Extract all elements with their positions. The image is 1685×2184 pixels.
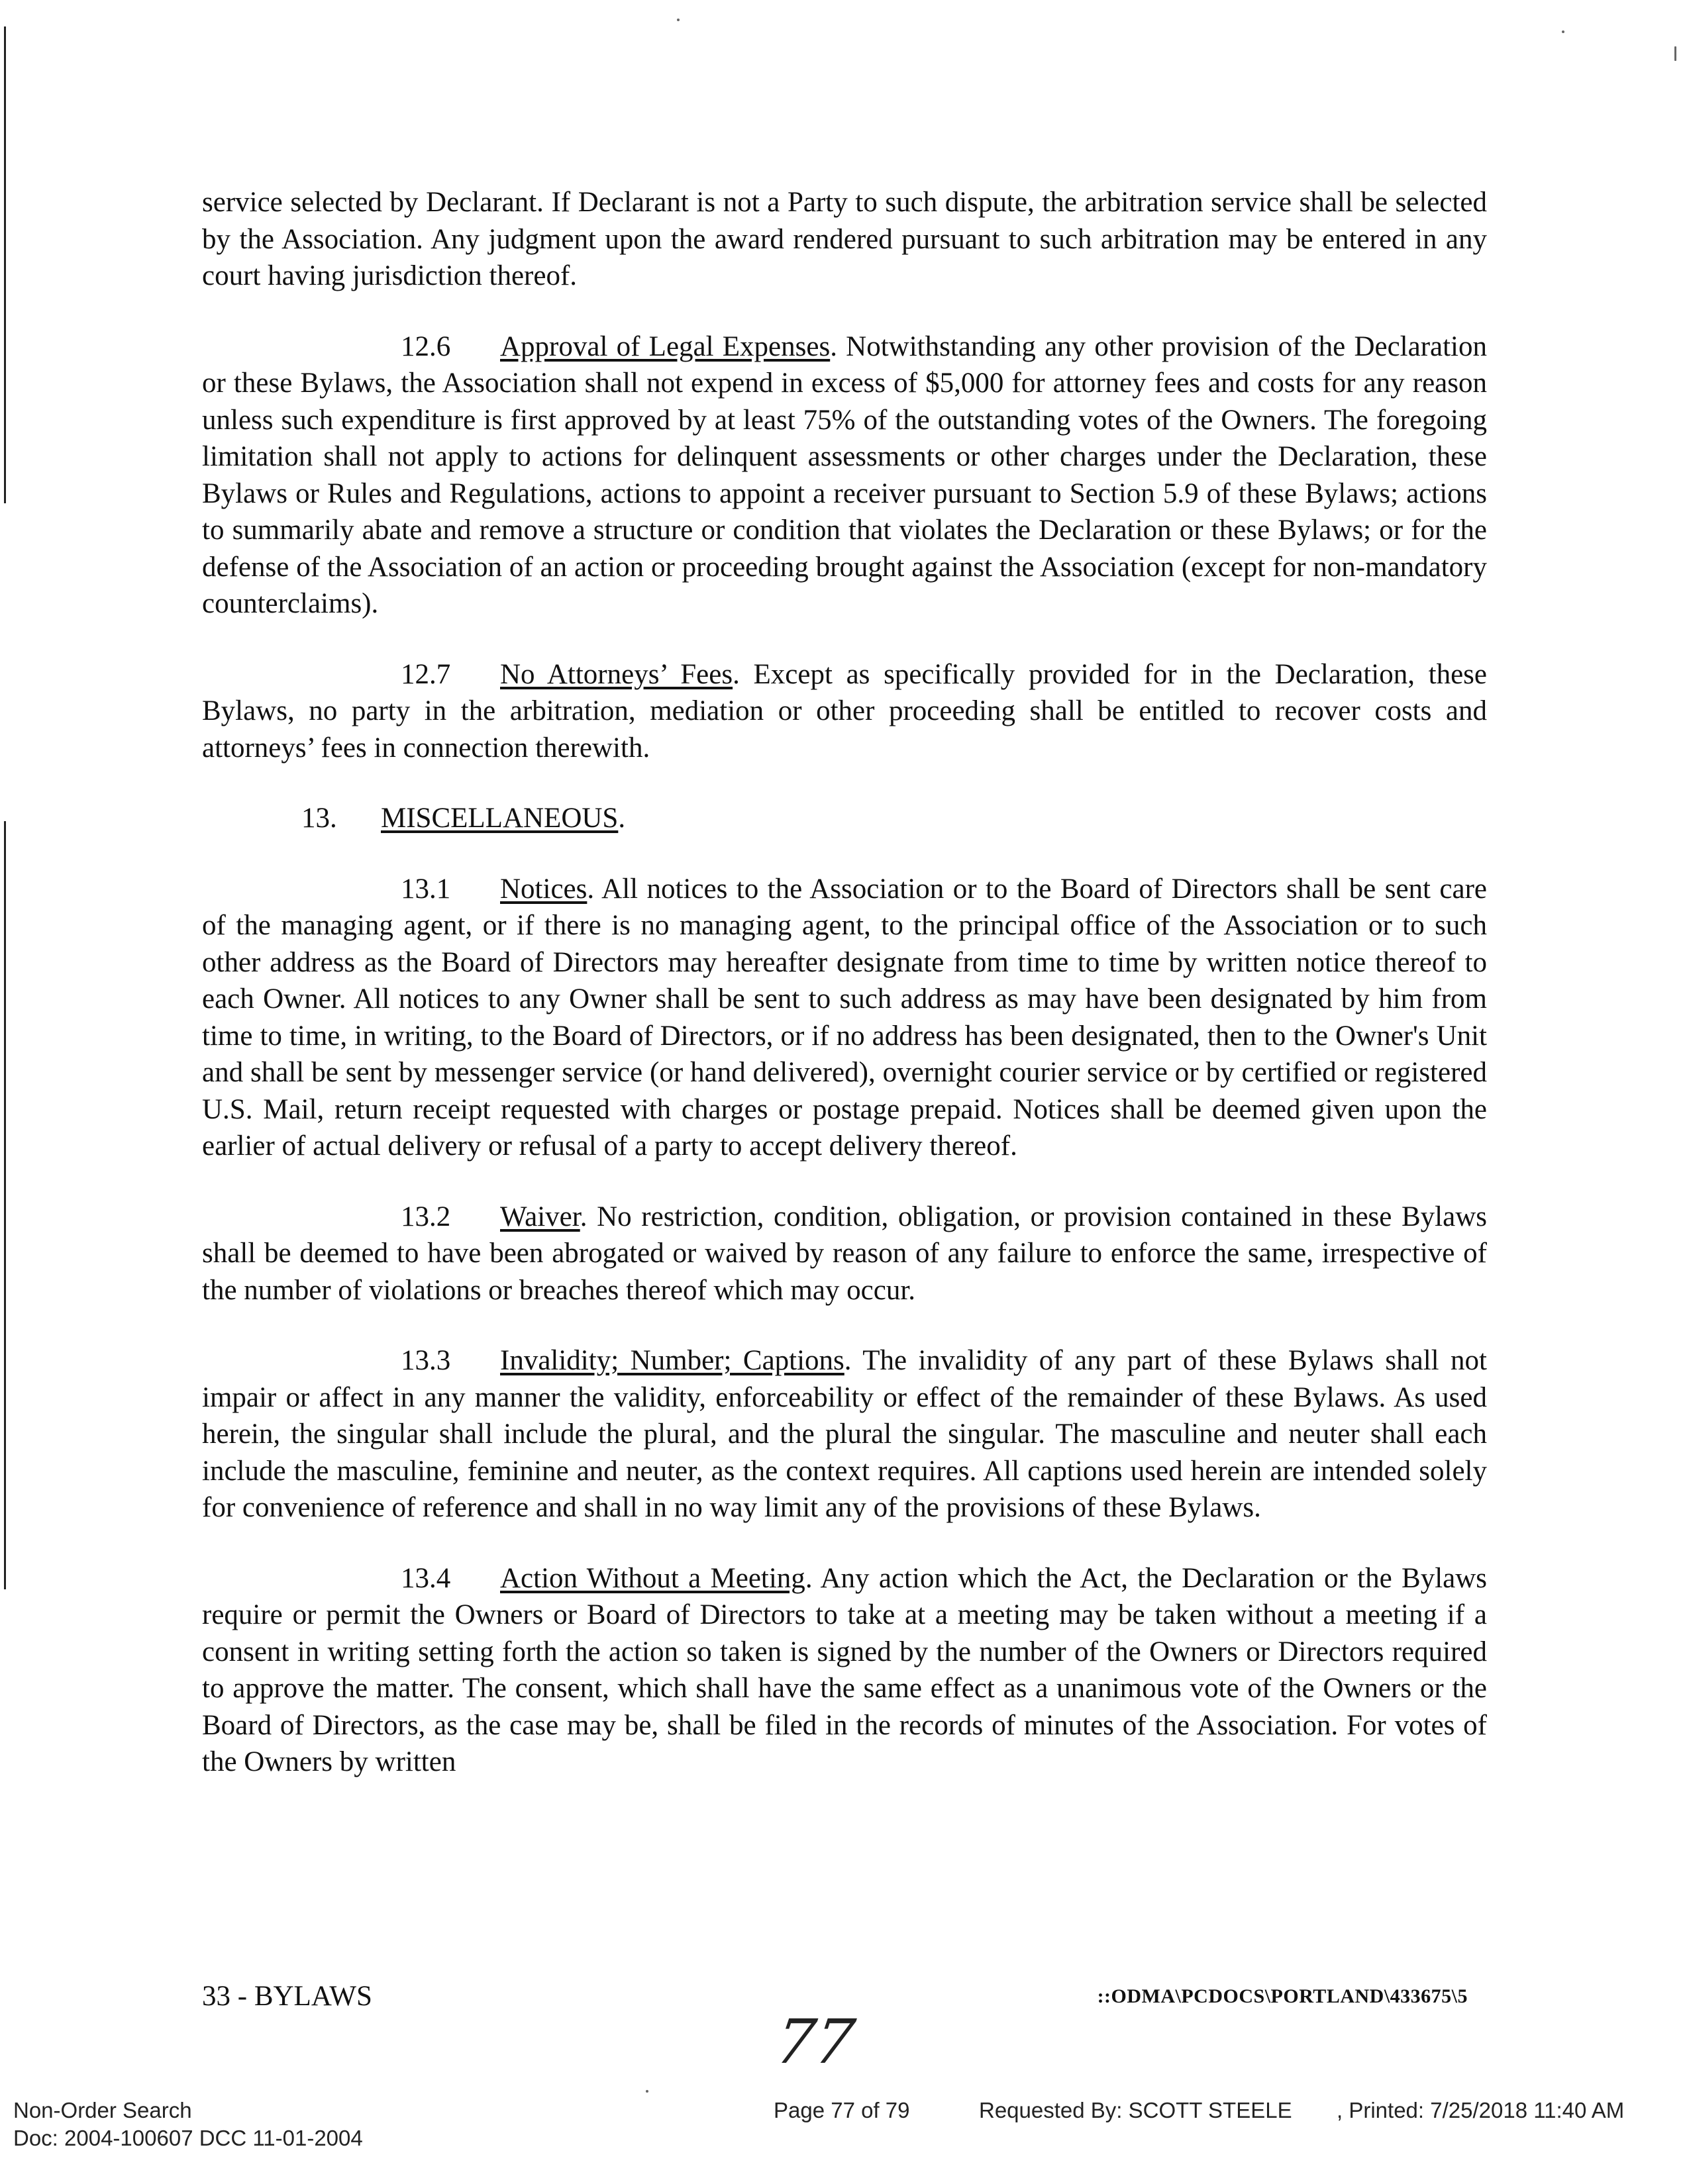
meta-page-count: Page 77 of 79	[774, 2098, 910, 2122]
scan-speck	[646, 2090, 648, 2093]
section-12-7	[202, 656, 1487, 767]
scan-edge-line	[4, 821, 6, 1589]
section-title: No Attorneys’ Fees	[500, 658, 733, 690]
section-number: 13.	[301, 803, 337, 834]
handwritten-page-number: 77	[771, 2007, 859, 2077]
section-13-1	[202, 871, 1487, 1165]
scan-edge-line	[4, 26, 6, 503]
section-13-3	[202, 1342, 1487, 1526]
footer-doc-path: ::ODMA\PCDOCS\PORTLAND\433675\5	[1097, 1985, 1468, 2007]
heading-period: .	[618, 803, 626, 834]
scan-speck	[1562, 30, 1564, 33]
section-number: 12.7	[401, 658, 451, 690]
section-title: MISCELLANEOUS	[381, 803, 619, 834]
section-title: Approval of Legal Expenses	[500, 330, 831, 362]
footer-page-label: 33 - BYLAWS	[202, 1981, 372, 2012]
paragraph-continuation: service selected by Declarant. If Declarant is not a Party to such dispute, the arbitration service shall be selected by the Association. Any judgment upon the award rendered pursuant to such arbitration may be entered in any court having jurisdiction thereof.	[202, 187, 1487, 291]
document-body	[202, 184, 1487, 1781]
section-number: 12.6	[401, 330, 451, 362]
section-body: . No restriction, condition, obligation, or provision contained in these Bylaws shall be deemed to have been abrogated or waived by reason of any failure to enforce the same, irrespective of the number of violations or breaches thereof which may occur.	[202, 1201, 1487, 1306]
section-13-2	[202, 1199, 1487, 1309]
section-body: . Notwithstanding any other provision of the Declaration or these Bylaws, the Association shall not expend in excess of $5,000 for attorney fees and costs for any reason unless such expenditure is first approved by at least 75% of the outstanding votes of the Owners. The foregoing limitation shall not apply to actions for delinquent assessments or other charges under the Declaration, these Bylaws or Rules and Regulations, actions to appoint a receiver pursuant to Section 5.9 of these Bylaws; actions to summarily abate and remove a structure or condition that violates the Declaration or these Bylaws; or for the defense of the Association of an action or proceeding brought against the Association (except for non-mandatory counterclaims).	[202, 330, 1487, 619]
section-body: . Any action which the Act, the Declaration or the Bylaws require or permit the Owners or Board of Directors to take at a meeting may be taken without a meeting if a consent in writing setting forth the action so taken is signed by the number of the Owners or Directors required to approve the matter. The consent, which shall have the same effect as a unanimous vote of the Owners or the Board of Directors, as the case may be, shall be filed in the records of minutes of the Association. For votes of the Owners by written	[202, 1562, 1488, 1777]
section-number: 13.2	[401, 1201, 451, 1232]
scan-speck	[677, 19, 680, 21]
section-body: . Except as specifically provided for in the Declaration, these Bylaws, no party in the arbitration, mediation or other proceeding shall be entitled to recover costs and attorneys’ fees in connection therewith.	[202, 658, 1488, 764]
section-title: Action Without a Meeting	[500, 1562, 805, 1594]
section-number: 13.1	[401, 873, 451, 905]
section-title: Invalidity; Number; Captions	[500, 1345, 844, 1376]
section-13-heading	[202, 800, 1487, 837]
section-title: Notices	[500, 873, 587, 905]
section-body: . All notices to the Association or to the Board of Directors shall be sent care of the managing agent, or if there is no managing agent, to the principal office of the Association or to such other address as the Board of Directors may hereafter designate from time to time by written notice thereof to each Owner. All notices to any Owner shall be sent to such address as may have been designated by him from time to time, in writing, to the Board of Directors, or if no address has been designated, then to the Owner's Unit and shall be sent by messenger service (or hand delivered), overnight courier service or by certified or registered U.S. Mail, return receipt requested with charges or postage prepaid. Notices shall be deemed given upon the earlier of actual delivery or refusal of a party to accept delivery thereof.	[202, 873, 1487, 1162]
section-13-4	[202, 1560, 1487, 1781]
meta-requested-by: Requested By: SCOTT STEELE	[979, 2098, 1292, 2122]
section-number: 13.3	[401, 1345, 451, 1376]
section-body: . The invalidity of any part of these Bylaws shall not impair or affect in any manner the validity, enforceability or effect of the remainder of these Bylaws. As used herein, the singular shall include the plural, and the plural the singular. The masculine and neuter shall each include the masculine, feminine and neuter, as the context requires. All captions used herein are intended solely for convenience of reference and shall in no way limit any of the provisions of these Bylaws.	[202, 1345, 1487, 1523]
section-number: 13.4	[401, 1562, 451, 1594]
meta-search-type: Non-Order Search	[13, 2098, 192, 2122]
section-12-6	[202, 328, 1487, 622]
meta-doc-id: Doc: 2004-100607 DCC 11-01-2004	[13, 2126, 363, 2150]
meta-printed: , Printed: 7/25/2018 11:40 AM	[1337, 2098, 1625, 2122]
section-title: Waiver	[500, 1201, 580, 1232]
scan-speck	[1674, 46, 1676, 61]
